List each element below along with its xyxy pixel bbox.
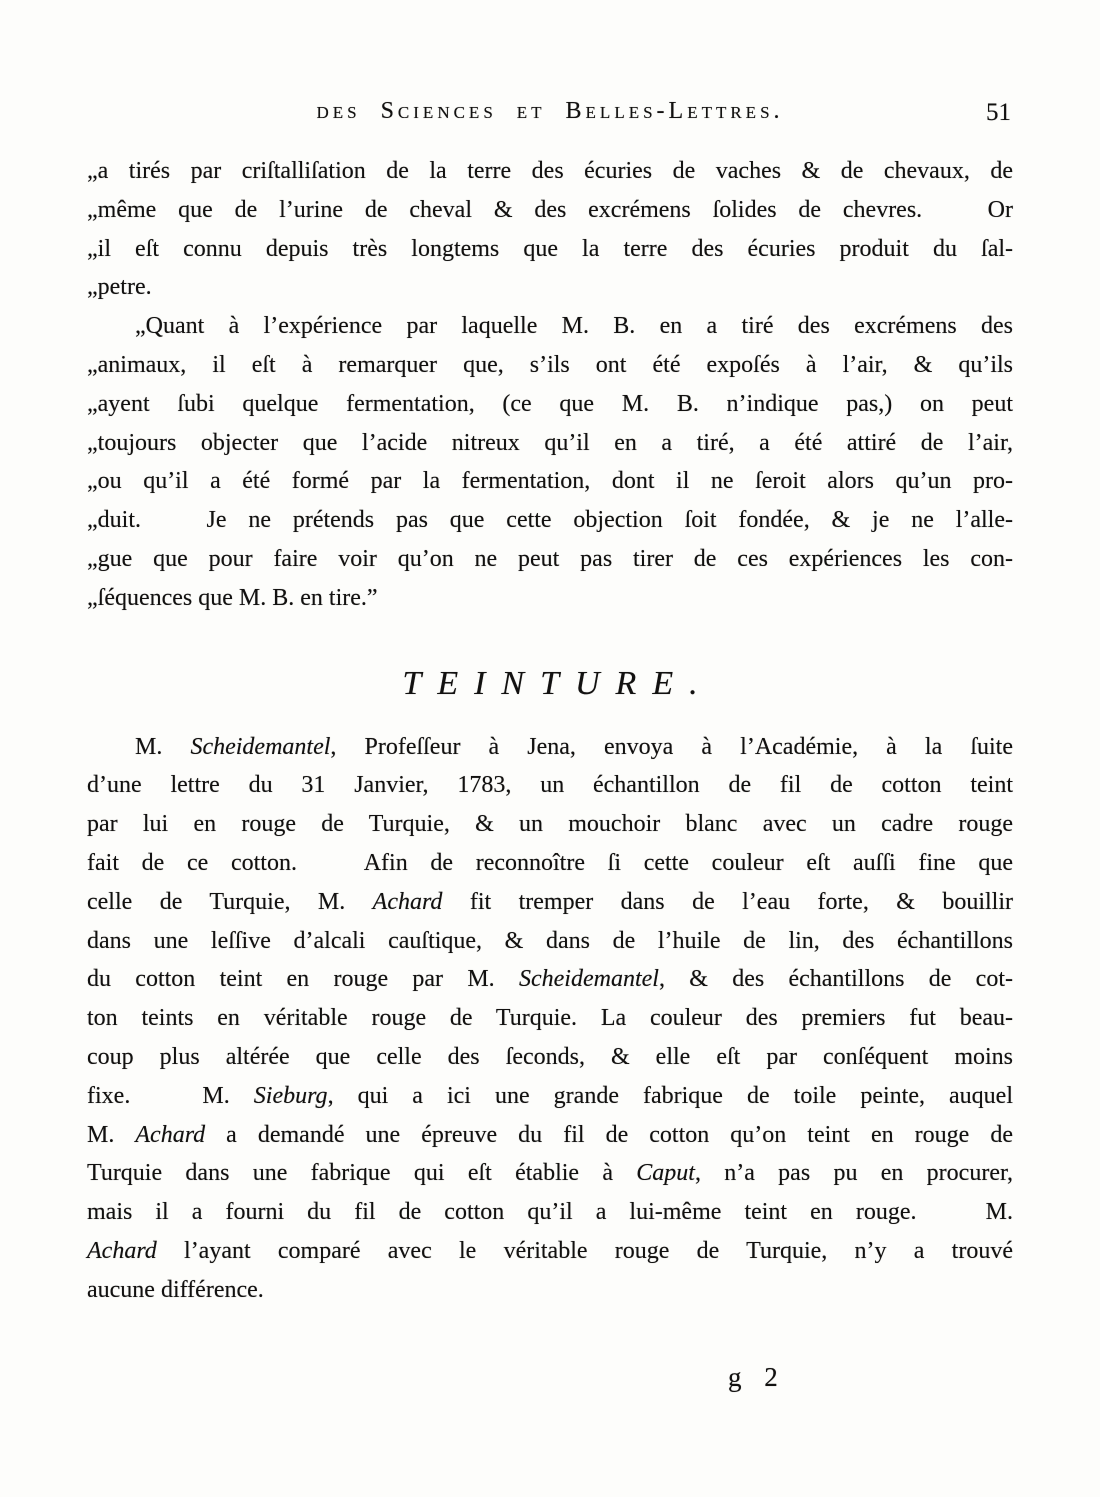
text-line <box>87 424 1013 463</box>
text-line <box>87 1077 1013 1116</box>
text-segment: „même que de l’urine de cheval & des excrémens ſolides de chevres. Or <box>87 196 1013 223</box>
text-line <box>87 766 1013 805</box>
text-segment: fit tremper dans de l’eau forte, & bouillir <box>442 888 1014 915</box>
text-line <box>87 346 1013 385</box>
text-line <box>87 999 1013 1038</box>
proper-name-italic: Scheidemantel <box>190 733 331 760</box>
text-segment: celle de Turquie, M. <box>87 888 373 915</box>
running-title: des Sciences et Belles-Lettres. <box>316 98 784 124</box>
text-line <box>87 922 1013 961</box>
text-line <box>87 462 1013 501</box>
text-line <box>87 230 1013 269</box>
text-segment: „il eſt connu depuis très longtems que la terre des écuries produit du ſal- <box>87 235 1013 262</box>
text-segment: par lui en rouge de Turquie, & un mouchoir blanc avec un cadre rouge <box>87 811 1013 838</box>
proper-name-italic: Scheidemantel <box>518 966 659 993</box>
proper-name-italic: Achard <box>87 1237 157 1264</box>
paragraph <box>87 152 1013 307</box>
text-line <box>87 844 1013 883</box>
text-line <box>87 540 1013 579</box>
text-segment: „ou qu’il a été formé par la fermentation, dont il ne ſeroit alors qu’un pro- <box>87 468 1013 495</box>
running-header <box>87 98 1013 132</box>
text-line <box>87 307 1013 346</box>
text-line <box>87 152 1013 191</box>
text-line <box>87 1038 1013 1077</box>
signature-mark: g 2 <box>728 1362 778 1392</box>
text-segment: „gue que pour faire voir qu’on ne peut pas tirer de ces expériences les con- <box>87 545 1013 572</box>
text-segment: „toujours objecter que l’acide nitreux qu’il en a tiré, a été attiré de l’air, <box>87 429 1013 456</box>
proper-name-italic: Sieburg <box>253 1082 328 1109</box>
paragraph <box>87 728 1013 1310</box>
text-segment: , n’a pas pu en procurer, <box>694 1160 1014 1187</box>
text-segment: M. <box>135 733 191 760</box>
text-line <box>87 1154 1013 1193</box>
text-segment: coup plus altérée que celle des ſeconds, & elle eſt par conſéquent moins <box>87 1043 1013 1070</box>
text-segment: dans une leſſive d’alcali cauſtique, & dans de l’huile de lin, des échantillons <box>87 927 1013 954</box>
text-segment: , Profeſſeur à Jena, envoya à l’Académie, à la ſuite <box>330 733 1013 760</box>
text-line <box>87 960 1013 999</box>
text-column <box>87 152 1013 1310</box>
text-line <box>87 191 1013 230</box>
text-segment: M. <box>87 1121 136 1148</box>
text-segment: „animaux, il eſt à remarquer que, s’ils ont été expoſés à l’air, & qu’ils <box>87 351 1013 378</box>
paragraph <box>87 307 1013 617</box>
quoted-passage <box>87 152 1013 618</box>
text-line <box>87 1193 1013 1232</box>
text-segment: fixe. M. <box>87 1082 254 1109</box>
text-segment: „Quant à l’expérience par laquelle M. B. en a tiré des excrémens des <box>135 313 1013 340</box>
text-line <box>87 501 1013 540</box>
page-number: 51 <box>986 99 1011 126</box>
text-segment: „a tirés par criſtalliſation de la terre des écuries de vaches & de chevaux, de <box>87 158 1013 184</box>
text-segment: „duit. Je ne prétends pas que cette objection ſoit fondée, & je ne l’alle- <box>87 507 1013 534</box>
proper-name-italic: Caput <box>636 1160 695 1187</box>
text-segment: Turquie dans une fabrique qui eſt établie à <box>87 1160 637 1187</box>
text-line <box>87 805 1013 844</box>
text-segment: ton teints en véritable rouge de Turquie. La couleur des premiers fut beau- <box>87 1005 1013 1032</box>
text-segment: fait de ce cotton. Afin de reconnoître ſi cette couleur eſt auſſi fine que <box>87 849 1013 876</box>
proper-name-italic: Achard <box>372 888 443 915</box>
text-segment: „ſéquences que M. B. en tire.” <box>87 584 378 611</box>
text-segment: l’ayant comparé avec le véritable rouge de Turquie, n’y a trouvé <box>156 1237 1013 1264</box>
text-line <box>87 1116 1013 1155</box>
text-line <box>87 728 1013 767</box>
text-line <box>87 1232 1013 1271</box>
section-heading: TEINTURE. <box>402 664 714 702</box>
text-segment: a demandé une épreuve du fil de cotton qu’on teint en rouge de <box>205 1121 1013 1148</box>
proper-name-italic: Achard <box>135 1121 206 1148</box>
text-segment: du cotton teint en rouge par M. <box>87 966 519 993</box>
text-segment: , & des échantillons de cot- <box>658 966 1013 993</box>
text-segment: „ayent ſubi quelque fermentation, (ce que M. B. n’indique pas,) on peut <box>87 390 1013 417</box>
text-segment: d’une lettre du 31 Janvier, 1783, un échantillon de fil de cotton teint <box>87 772 1013 799</box>
section-body <box>87 728 1013 1310</box>
text-segment: „petre. <box>87 274 152 301</box>
text-segment: mais il a fourni du fil de cotton qu’il a lui-même teint en rouge. M. <box>87 1199 1013 1226</box>
text-segment: aucune différence. <box>87 1276 264 1303</box>
text-segment: , qui a ici une grande fabrique de toile peinte, auquel <box>327 1082 1014 1109</box>
text-line <box>87 883 1013 922</box>
text-line <box>87 579 1013 618</box>
text-line <box>87 1271 1013 1310</box>
text-line <box>87 385 1013 424</box>
text-line <box>87 268 1013 307</box>
